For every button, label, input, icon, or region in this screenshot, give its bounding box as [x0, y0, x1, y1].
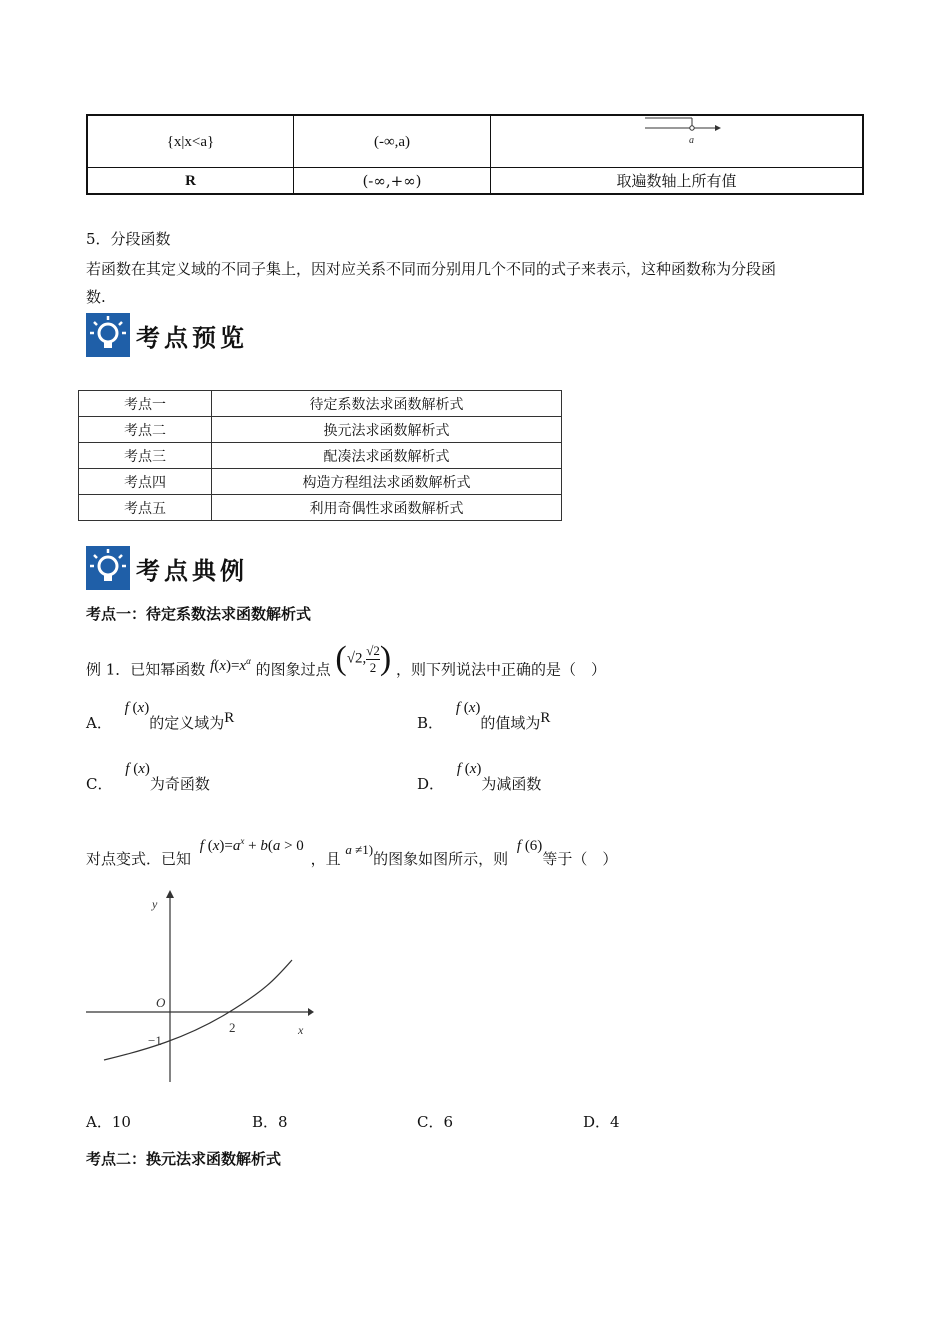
- section-body-line: 数.: [86, 288, 106, 306]
- exponential-graph: [86, 888, 316, 1088]
- point-heading: 考点二：换元法求函数解析式: [86, 1150, 282, 1168]
- table-row: [87, 168, 863, 195]
- set-cell: R: [87, 168, 294, 195]
- function-curve: [104, 960, 292, 1060]
- option-c[interactable]: C． f (x)为奇函数: [86, 761, 210, 793]
- point-topic: 待定系数法求函数解析式: [212, 391, 562, 417]
- point-label: 考点四: [79, 469, 212, 495]
- description-cell: 取遍数轴上所有值: [491, 168, 864, 195]
- stem-text: 的图象过点: [255, 660, 331, 679]
- y-intercept-label: −1: [148, 1033, 162, 1048]
- point-label: 考点一: [79, 391, 212, 417]
- banner-title: 考点典例: [136, 556, 248, 585]
- table-row: [87, 115, 863, 168]
- section-body-line: 若函数在其定义域的不同子集上，因对应关系不同而分别用几个不同的式子来表示，这种函数称为分段函: [86, 260, 777, 278]
- option-a[interactable]: A． f (x)的定义域为R: [86, 700, 235, 732]
- lightbulb-icon: [86, 546, 130, 590]
- section-heading: 5．分段函数: [86, 230, 171, 248]
- variant-condition: a ≠1): [345, 842, 374, 857]
- point-heading: 考点一：待定系数法求函数解析式: [86, 605, 312, 623]
- point-label: 考点五: [79, 495, 212, 521]
- point-topic: 配凑法求函数解析式: [212, 443, 562, 469]
- table-row: [79, 443, 562, 469]
- point-label: 考点三: [79, 443, 212, 469]
- point-coordinates: (√2, $\frac{√2}{2}$ ): [335, 640, 392, 677]
- overview-banner: [86, 313, 248, 357]
- variant-formula: f $(x)=a^x + b(a > 0$: [199, 836, 304, 854]
- point-topic: 构造方程组法求函数解析式: [212, 469, 562, 495]
- y-axis-label: y: [152, 897, 158, 911]
- point-topic: 换元法求函数解析式: [212, 417, 562, 443]
- table-row: [79, 469, 562, 495]
- table-row: [79, 495, 562, 521]
- number-line-cell: [491, 115, 864, 168]
- option-b[interactable]: B．8: [252, 1113, 288, 1131]
- option-b[interactable]: B． f (x)的值域为R: [417, 700, 551, 732]
- x-axis-label: x: [298, 1023, 304, 1037]
- example-stem: [86, 640, 606, 690]
- lightbulb-icon: [86, 313, 130, 357]
- set-cell: {x|x<a}: [87, 115, 294, 168]
- table-row: [79, 391, 562, 417]
- banner-title: 考点预览: [136, 323, 248, 352]
- variant-query: f (6): [516, 838, 543, 854]
- origin-label: O: [156, 995, 166, 1010]
- option-a[interactable]: A．10: [86, 1113, 131, 1131]
- number-line-diagram: [637, 116, 737, 150]
- option-d[interactable]: D． f (x)为减函数: [417, 761, 542, 793]
- variant-stem: 对点变式．已知 f $(x)=a^x + b(a > 0$ ，且 a ≠1)的图象如图所示，则 f (6)等于（ ）: [86, 836, 618, 868]
- interval-cell: (-∞,+∞): [294, 168, 491, 195]
- x-intercept-label: 2: [229, 1020, 236, 1035]
- overview-table: [78, 390, 562, 521]
- interval-table: [86, 114, 864, 195]
- stem-text: 例 1．已知幂函数: [86, 660, 206, 679]
- stem-text: ，则下列说法中正确的是（ ）: [395, 660, 606, 679]
- point-topic: 利用奇偶性求函数解析式: [212, 495, 562, 521]
- interval-cell: (-∞,a): [294, 115, 491, 168]
- table-row: [79, 417, 562, 443]
- option-c[interactable]: C．6: [417, 1113, 454, 1131]
- point-label: 考点二: [79, 417, 212, 443]
- formula: $f(x)=x^\alpha$: [210, 656, 251, 675]
- axis-label-a: a: [689, 135, 694, 146]
- option-d[interactable]: D．4: [583, 1113, 620, 1131]
- examples-banner: [86, 546, 248, 590]
